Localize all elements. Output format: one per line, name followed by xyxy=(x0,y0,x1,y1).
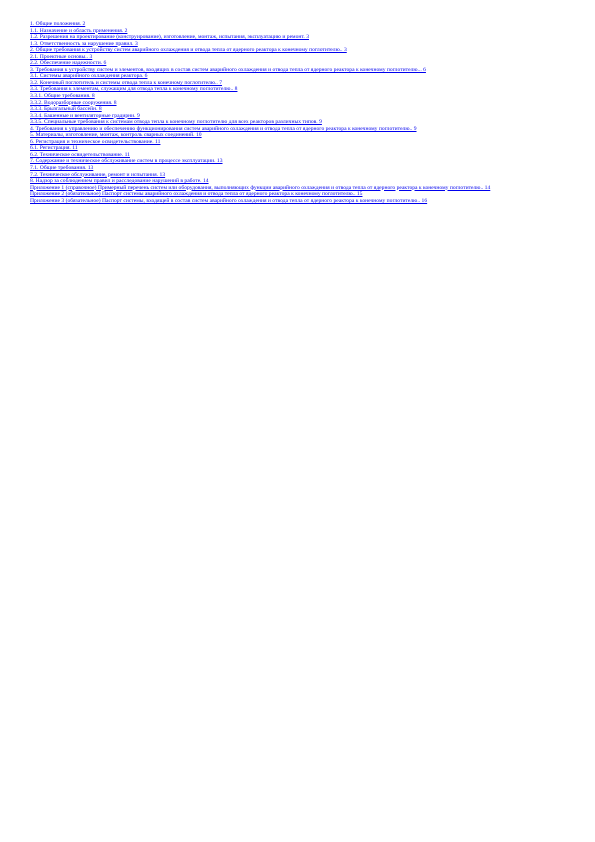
toc-entry-link[interactable]: 1.3. Ответственность за нарушение правил. 3 xyxy=(30,40,138,47)
toc-entry-link[interactable]: 3. Требования к устройству систем и элементов, входящих в состав систем аварийного охлаждения и отвода тепла от ядерного реактора к конечному поглотителю... 6 xyxy=(30,66,426,73)
toc-entry-link[interactable]: 4. Требования к управлению и обеспечению функционирования систем аварийного охлаждения и отвода тепла от ядерного реактора к конечному поглотителю.. 9 xyxy=(30,125,417,132)
toc-entry-link[interactable]: 6. Регистрация и техническое освидетельствование. 11 xyxy=(30,138,161,145)
toc-entry-link[interactable]: Приложение 2 (обязательное) Паспорт системы аварийного охлаждения и отвода тепла от ядерного реактора к конечному поглотителю.. 15 xyxy=(30,191,363,198)
toc-entry-link[interactable]: 5. Материалы, изготовление, монтаж, контроль сварных соединений. 10 xyxy=(30,132,202,139)
toc-entry-link[interactable]: 7. Содержание и техническое обслуживание систем в процессе эксплуатации. 13 xyxy=(30,158,223,165)
toc-entry-link[interactable]: 3.3.5. Специальные требования к системам отвода тепла к конечному поглотителю для всех реакторов различных типов. 9 xyxy=(30,119,322,126)
toc-entry-link[interactable]: 3.3.3. Брызгальный бассейн. 8 xyxy=(30,106,102,113)
toc-entry-link[interactable]: 8. Надзор за соблюдением правил и расследование нарушений в работе. 14 xyxy=(30,178,209,185)
toc-entry-link[interactable]: 2. Общие требования к устройству систем аварийного охлаждения и отвода тепла от ядерного реактора к конечному поглотителю.. 3 xyxy=(30,47,347,54)
toc-entry-link[interactable]: 1.1. Назначение и область применения. 2 xyxy=(30,27,128,34)
toc-entry-link[interactable]: 3.3.2. Водоразборные сооружения. 8 xyxy=(30,99,117,106)
toc-entry-link[interactable]: 2.2. Обеспечение надежности. 6 xyxy=(30,60,107,67)
toc-entry-link[interactable]: Приложение 3 (обязательное) Паспорт системы, входящей в состав систем аварийного охлаждения и отвода тепла от ядерного реактора к конечному поглотителю.. 16 xyxy=(30,197,428,204)
toc-entry-link[interactable]: 3.1. Системы аварийного охлаждения реактора. 6 xyxy=(30,73,148,80)
toc-entry-link[interactable]: 6.2. Техническое освидетельствование. 11 xyxy=(30,151,130,158)
toc-entry-link[interactable]: 3.3.4. Башенные и вентиляторные градирни. 9 xyxy=(30,112,140,119)
table-of-contents xyxy=(30,21,565,204)
toc-entry-link[interactable]: 3.3. Требования к элементам, служащим для отвода тепла к конечному поглотителю.. 8 xyxy=(30,86,238,93)
toc-entry-link[interactable]: 1. Общие положения. 2 xyxy=(30,21,86,27)
toc-entry-link[interactable]: 7.1. Общие требования. 13 xyxy=(30,165,94,172)
toc-entry-link[interactable]: 2.1. Проектные основы.. 3 xyxy=(30,53,93,60)
toc-entry-link[interactable]: 7.2. Техническое обслуживание, ремонт и испытания. 13 xyxy=(30,171,166,178)
toc-entry-link[interactable]: 3.2. Конечный поглотитель и системы отвода тепла к конечному поглотителю.. 7 xyxy=(30,79,223,86)
toc-entry-link[interactable]: 1.2. Разрешения на проектирование (конструирование), изготовление, монтаж, испытания, эксплуатацию и ремонт. 3 xyxy=(30,34,310,41)
toc-entry-link[interactable]: Приложение 1 (справочное) Примерный перечень систем или оборудования, выполняющих функции аварийного охлаждения и отвода тепла от ядерного реактора к конечному поглотителю.. 14 xyxy=(30,184,491,191)
toc-entry-link[interactable]: 3.3.1. Общие требования. 8 xyxy=(30,93,95,100)
toc-entry-link[interactable]: 6.1. Регистрация. 11 xyxy=(30,145,78,152)
